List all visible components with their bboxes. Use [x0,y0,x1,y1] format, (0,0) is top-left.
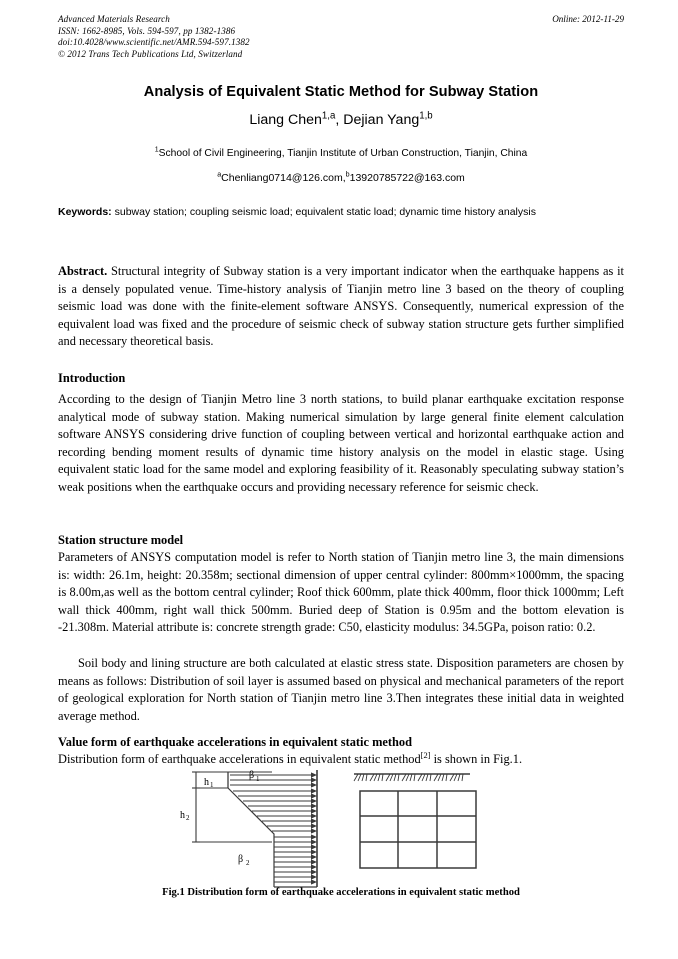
affiliation-sup: 1 [154,146,159,154]
arrow-row [230,782,317,787]
keywords-label: Keywords: [58,206,112,218]
arrow-row [274,844,317,849]
station-structure-heading: Station structure model [58,533,184,547]
abstract-block [58,263,624,351]
page-title: Analysis of Equivalent Static Method for Subway Station [143,84,539,100]
figure-1-drawing [176,766,506,891]
ground-hatching [354,774,463,781]
arrow-row-group-lower [274,834,317,884]
introduction-paragraph: According to the design of Tianjin Metro line 3 north stations, to build planar earthquake excitation response analytical mode of subway station. Making numerical simulation by large general finite element calculation software ANSYS considering drive function of coupling between vertical and horizontal earthquake action and recording bending moment results of dynamic time history analysis on the model in elastic stage. Using equivalent static load for the same model and exploring feasibility of it. Reasonably speculating subway station’s weak positions when the earthquake occurs and providing necessary reference for seismic check. [58,392,624,494]
figure-label-beta1-subscript: 1 [256,775,260,783]
email-sup-b: b [345,170,350,179]
citation-reference[interactable]: [2] [420,749,431,760]
value-form-heading: Value form of earthquake accelerations in equivalent static method [58,735,413,749]
keywords-text: subway station; coupling seismic load; equivalent static load; dynamic time history analysis [111,206,536,218]
station-grid-outline [360,791,476,868]
abstract-label: Abstract. [58,264,108,278]
masthead [58,14,624,60]
figure-label-h1: h [204,777,209,788]
station-structure-paragraph-1: Parameters of ANSYS computation model is refer to North station of Tianjin metro line 3, the main dimensions is: width: 26.1m, height: 20.358m; sectional dimension of upper central cylinder: 800mm×1000mm, the spacing is 8.00m,as well as the bottom central cylinder; Roof thick 600mm, plate thick 400mm, floor thick 1000mm; Left wall thick 400mm, right wall thick 500mm. Buried deep of Station is 0.95m and the bottom elevation is -21.308m. Material attribute is: concrete strength grade: C50, elasticity modulus: 34.5GPa, poison ratio: 0.2. [58,550,624,635]
introduction-heading-block [58,370,624,388]
copyright-line: © 2012 Trans Tech Publications Ltd, Switzerland [58,48,243,59]
figure-label-beta2-subscript: 2 [246,859,250,867]
affiliation-text: School of Civil Engineering, Tianjin Institute of Urban Construction, Tianjin, China [158,148,528,159]
figure-1 [58,766,624,891]
arrow-row [267,823,317,828]
value-form-text-after: is shown in Fig.1. [430,752,523,766]
email-separator: , [342,172,346,184]
arrow-row [274,854,317,859]
arrow-row [274,879,317,884]
affiliation [58,148,624,159]
figure-label-h2: h [180,810,185,821]
station-structure-body-block-1 [58,549,624,637]
author-emails [58,172,624,184]
arrow-row-group-middle [233,788,317,833]
introduction-body-block [58,391,624,497]
issn-line: ISSN: 1662-8985, Vols. 594-597, pp 1382-1386 [58,25,236,36]
masthead-journal-info [58,14,250,60]
doi-line: doi:10.4028/www.scientific.net/AMR.594-597.1382 [58,37,250,48]
arrow-row [274,839,317,844]
acceleration-profile-line [228,788,274,887]
abstract-paragraph [58,263,624,351]
arrow-row [238,793,317,798]
station-structure-body-block-2 [58,655,624,725]
arrow-row [274,859,317,864]
figure-label-beta1: β [249,770,255,781]
author-separator: , [335,112,340,128]
arrow-row [248,803,317,808]
arrow-row [252,808,317,813]
arrow-row [274,864,317,869]
arrow-row [272,828,317,833]
arrow-row [230,777,317,782]
value-form-text-before: Distribution form of earthquake accelerations in equivalent static method [58,752,421,766]
arrow-row [230,772,317,777]
station-structure-paragraph-2: Soil body and lining structure are both calculated at elastic stress state. Disposition parameters are chosen by means as follows: Distribution of soil layer is assumed based on physical and mechanical parameters of the report of geological exploration for North station of Tianjin metro line 3.Then integrates these initial data in weighted average method. [58,656,624,723]
arrow-row [274,849,317,854]
station-grid [360,791,476,868]
author-name-1: Liang Chen [249,112,322,128]
email-sup-a: a [217,170,222,179]
email-address-b[interactable]: 13920785722@163.com [349,172,465,184]
value-form-heading-block [58,734,624,752]
figure-caption: Fig.1 Distribution form of earthquake accelerations in equivalent static method [162,887,520,898]
figure-label-beta2: β [238,854,244,865]
author-name-2: Dejian Yang [343,112,420,128]
station-structure-heading-block [58,532,624,550]
figure-label-h1-subscript: 1 [210,781,214,789]
keywords-block [58,204,624,221]
author-list [58,112,624,128]
author-sup-1: 1,a [321,110,336,122]
arrow-row [233,788,317,793]
arrow-row [274,869,317,874]
arrow-row [243,798,317,803]
online-date: Online: 2012-11-29 [552,14,624,24]
figure-label-h2-subscript: 2 [186,814,190,822]
abstract-text: Structural integrity of Subway station is a very important indicator when the earthquake happens as it is a densely populated venue. Time-history analysis of Tianjin metro line 3 based on the theory of coupling seismic load was done with the finite-element software ANSYS. Consequently, numerical expression of the equivalent load was fixed and the procedure of seismic check of subway station structure gets further simplified and necessary theoretical basis. [58,264,624,349]
arrow-row [274,834,317,839]
email-address-a[interactable]: Chenliang0714@126.com [221,172,343,184]
introduction-heading: Introduction [58,371,126,385]
arrow-row-group-upper [230,772,317,787]
arrow-row [257,813,317,818]
journal-name: Advanced Materials Research [58,14,170,24]
arrow-row [262,818,317,823]
arrow-row [274,874,317,879]
author-sup-2: 1,b [419,110,433,122]
